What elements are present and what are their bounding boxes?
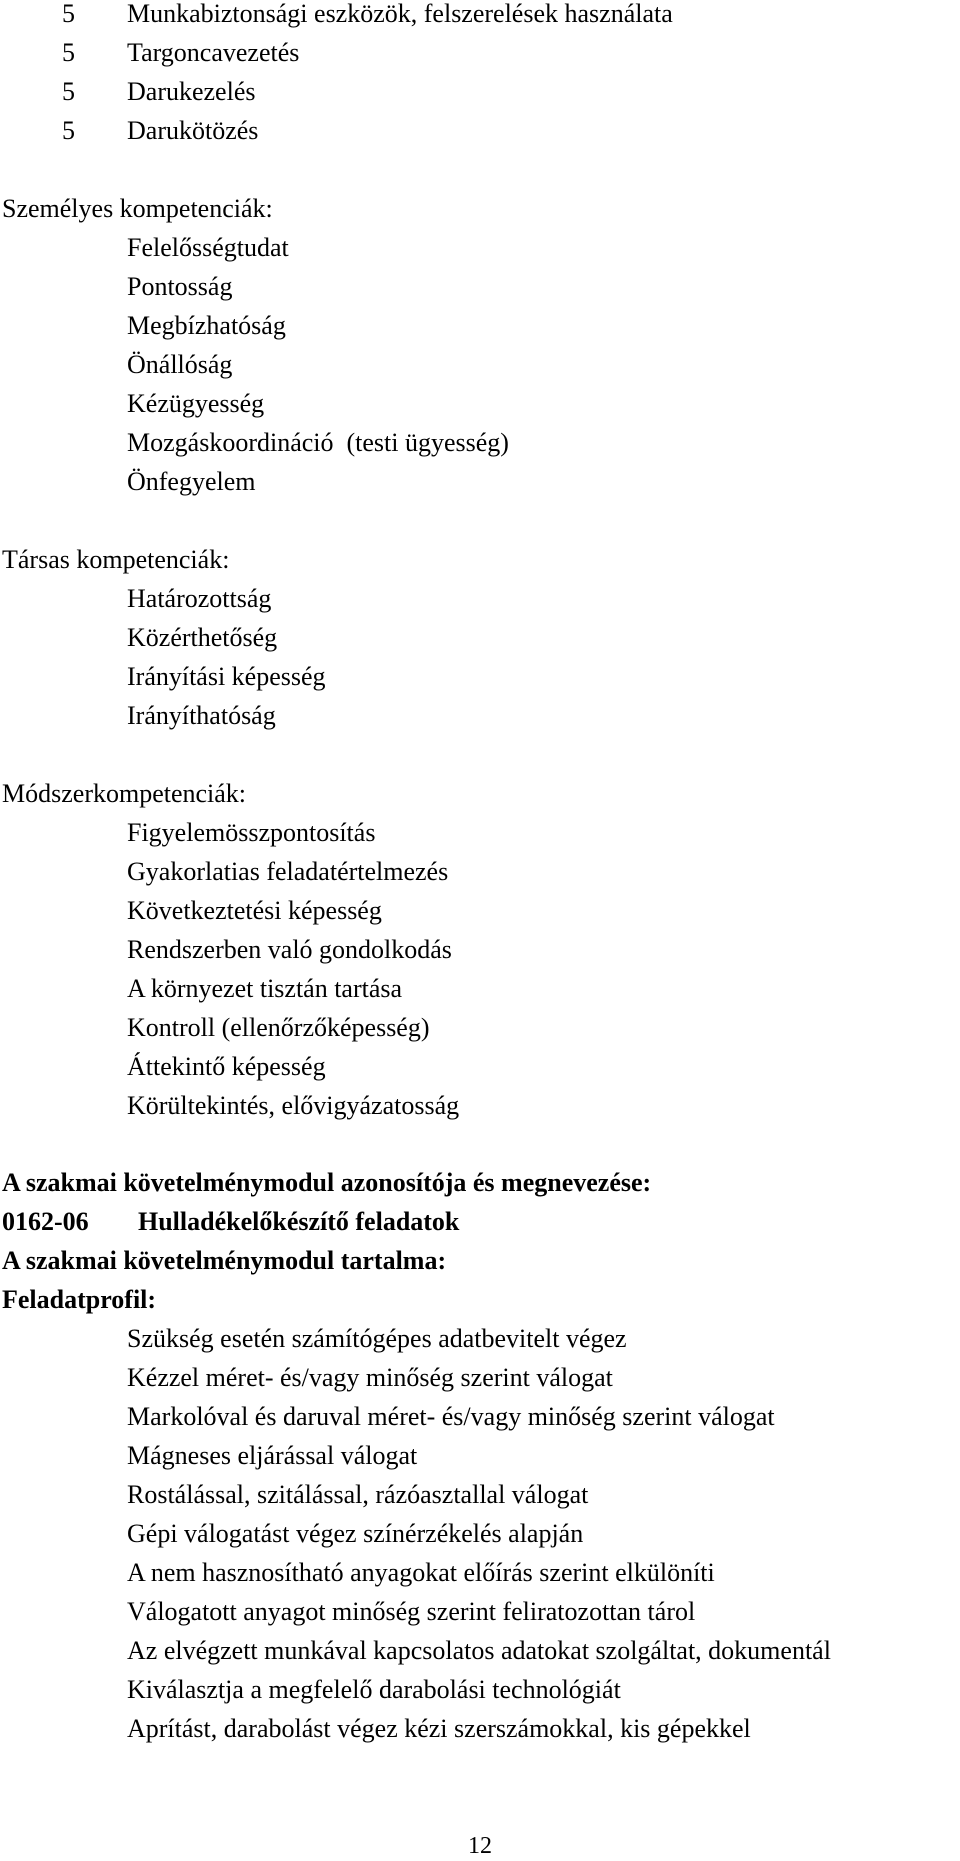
level-number: 5 [62,116,75,145]
task-item: Rostálással, szitálással, rázóasztallal válogat [127,1480,589,1509]
module-code-row [0,1202,960,1241]
level-row [0,111,960,150]
personal-competencies-section [0,189,960,501]
list-item: Kézügyesség [127,389,265,418]
task-item: Kiválasztja a megfelelő darabolási technológiát [127,1675,621,1704]
list-item: Határozottság [127,584,272,613]
module-section [0,1163,960,1748]
task-item: Markolóval és daruval méret- és/vagy minőség szerint válogat [127,1402,775,1431]
list-item: Felelősségtudat [127,233,289,262]
task-item: Mágneses eljárással válogat [127,1441,418,1470]
section-heading: Módszerkompetenciák: [2,779,247,808]
level-row [0,72,960,111]
list-item: Önállóság [127,350,233,379]
section-heading: Társas kompetenciák: [2,545,230,574]
list-item: Mozgáskoordináció (testi ügyesség) [127,428,509,457]
task-item: Válogatott anyagot minőség szerint feliratozottan tárol [127,1597,696,1626]
section-heading: Személyes kompetenciák: [2,194,273,223]
level-row [0,0,960,33]
level-text: Darukötözés [127,116,259,145]
list-item: Következtetési képesség [127,896,382,925]
level-number: 5 [62,0,75,28]
task-item: Kézzel méret- és/vagy minőség szerint válogat [127,1363,613,1392]
level-text: Targoncavezetés [127,38,300,67]
module-code: 0162-06 [2,1207,89,1236]
social-competencies-section [0,540,960,735]
list-item: Megbízhatóság [127,311,286,340]
task-item: Aprítást, darabolást végez kézi szerszámokkal, kis gépekkel [127,1714,751,1743]
level-number: 5 [62,38,75,67]
list-item: Irányítási képesség [127,662,326,691]
list-item: Körültekintés, elővigyázatosság [127,1091,460,1120]
list-item: Közérthetőség [127,623,278,652]
task-item: Gépi válogatást végez színérzékelés alapján [127,1519,584,1548]
list-item: Gyakorlatias feladatértelmezés [127,857,449,886]
module-id-heading: A szakmai követelménymodul azonosítója és megnevezése: [2,1168,652,1197]
level-text: Munkabiztonsági eszközök, felszerelések használata [127,0,673,28]
list-item: Pontosság [127,272,233,301]
list-item: Figyelemösszpontosítás [127,818,376,847]
task-item: Az elvégzett munkával kapcsolatos adatokat szolgáltat, dokumentál [127,1636,831,1665]
module-name: Hulladékelőkészítő feladatok [138,1207,460,1236]
task-item: A nem hasznosítható anyagokat előírás szerint elkülöníti [127,1558,715,1587]
task-item: Szükség esetén számítógépes adatbevitelt végez [127,1324,627,1353]
list-item: A környezet tisztán tartása [127,974,403,1003]
competency-level-list [0,0,960,150]
list-item: Kontroll (ellenőrzőképesség) [127,1013,430,1042]
page-number: 12 [468,1833,492,1859]
level-number: 5 [62,77,75,106]
list-item: Önfegyelem [127,467,256,496]
list-item: Áttekintő képesség [127,1052,326,1081]
level-text: Darukezelés [127,77,256,106]
list-item: Rendszerben való gondolkodás [127,935,452,964]
level-row [0,33,960,72]
task-profile-heading: Feladatprofil: [2,1285,157,1314]
module-content-heading: A szakmai követelménymodul tartalma: [2,1246,447,1275]
list-item: Irányíthatóság [127,701,276,730]
method-competencies-section [0,774,960,1125]
